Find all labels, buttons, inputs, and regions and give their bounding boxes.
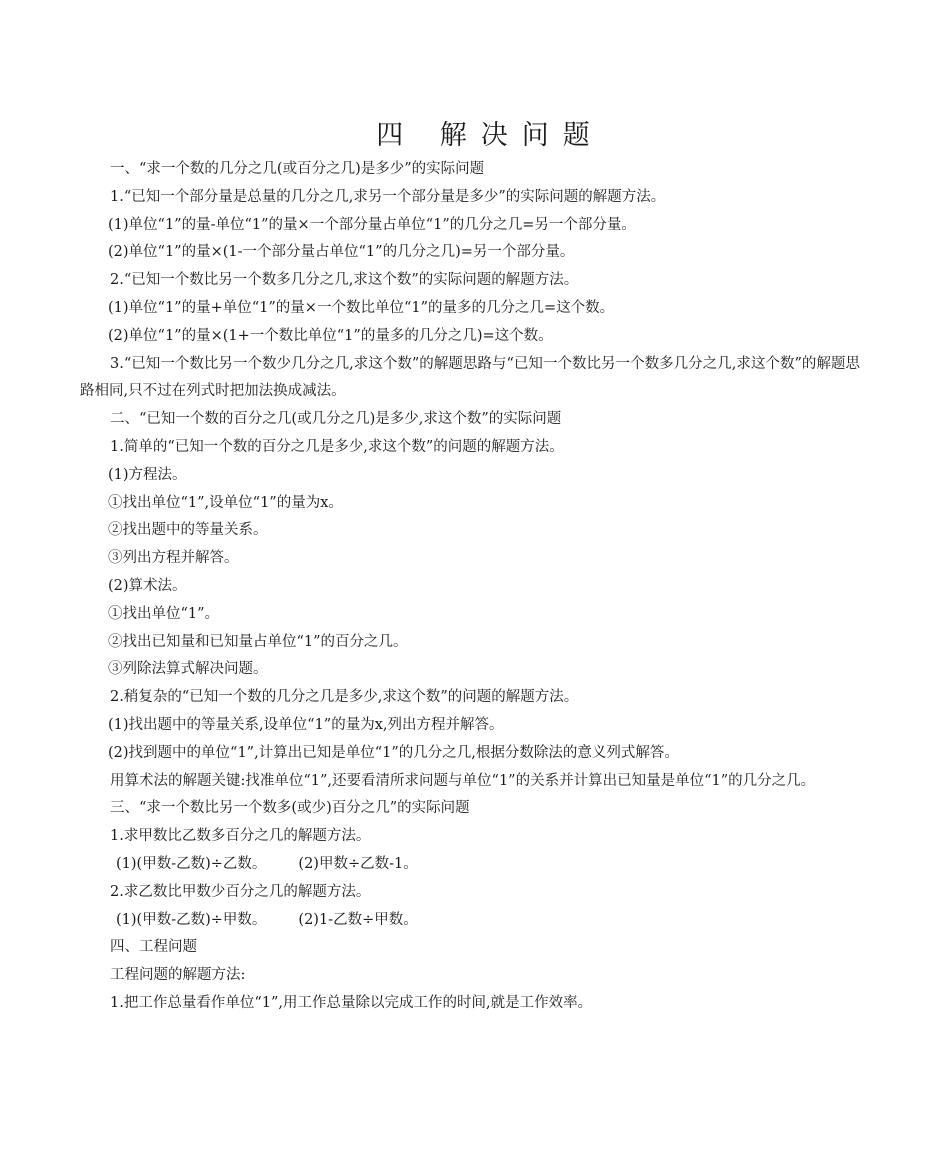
step-line: ②找出题中的等量关系。: [108, 522, 268, 539]
subsection-heading: 1.“已知一个部分量是总量的几分之几,求另一个部分量是多少”的实际问题的解题方法。: [110, 188, 666, 205]
method-line: (2)找到题中的单位“1”,计算出已知是单位“1”的几分之几,根据分数除法的意义列式解答。: [108, 744, 679, 761]
step-line: ①找出单位“1”,设单位“1”的量为x。: [108, 494, 343, 511]
step-line: ③列出方程并解答。: [108, 550, 239, 567]
method-line: (1)单位“1”的量-单位“1”的量×一个部分量占单位“1”的几分之几=另一个部分量。: [108, 216, 636, 233]
formula-pair: [80, 907, 860, 935]
method-line: (1)方程法。: [108, 466, 187, 483]
subsection-heading: 2.求乙数比甲数少百分之几的解题方法。: [110, 883, 371, 900]
subsection-heading: 1.求甲数比乙数多百分之几的解题方法。: [110, 828, 371, 845]
paragraph: 用算术法的解题关键:找准单位“1”,还要看清所求问题与单位“1”的关系并计算出已知量是单位“1”的几分之几。: [110, 772, 816, 789]
method-line: (2)算术法。: [108, 577, 187, 594]
document-body: [80, 156, 860, 1018]
section-heading: 一、“求一个数的几分之几(或百分之几)是多少”的实际问题: [110, 161, 485, 177]
paragraph: 3.“已知一个数比另一个数少几分之几,求这个数”的解题思路与“已知一个数比另一个数多几分之几,求这个数”的解题思路相同,只不过在列式时把加法换成减法。: [80, 355, 860, 400]
method-line: 1.把工作总量看作单位“1”,用工作总量除以完成工作的时间,就是工作效率。: [110, 994, 593, 1011]
section-heading: 四、工程问题: [110, 939, 197, 956]
subsection-heading: 1.简单的“已知一个数的百分之几是多少,求这个数”的问题的解题方法。: [110, 438, 564, 455]
method-line: (1)单位“1”的量+单位“1”的量×一个数比单位“1”的量多的几分之几=这个数。: [108, 299, 615, 316]
formula: (2)1-乙数÷甲数。: [298, 911, 418, 928]
step-line: ①找出单位“1”。: [108, 605, 220, 622]
page-title: 四 解决问题: [376, 120, 604, 151]
subsection-heading: 工程问题的解题方法:: [110, 967, 246, 984]
section-heading: 二、“已知一个数的百分之几(或几分之几)是多少,求这个数”的实际问题: [110, 411, 562, 428]
method-line: (1)找出题中的等量关系,设单位“1”的量为x,列出方程并解答。: [108, 716, 504, 733]
subsection-heading: 2.“已知一个数比另一个数多几分之几,求这个数”的实际问题的解题方法。: [110, 272, 579, 289]
formula: (1)(甲数-乙数)÷甲数。: [116, 911, 267, 928]
method-line: (2)单位“1”的量×(1+一个数比单位“1”的量多的几分之几)=这个数。: [108, 327, 553, 344]
formula-pair: [80, 851, 860, 879]
method-line: (2)单位“1”的量×(1-一个部分量占单位“1”的几分之几)=另一个部分量。: [108, 244, 575, 261]
step-line: ③列除法算式解决问题。: [108, 661, 268, 678]
step-line: ②找出已知量和已知量占单位“1”的百分之几。: [108, 633, 408, 650]
section-heading: 三、“求一个数比另一个数多(或少)百分之几”的实际问题: [110, 800, 470, 817]
formula: (1)(甲数-乙数)÷乙数。: [116, 855, 267, 872]
subsection-heading: 2.稍复杂的“已知一个数的几分之几是多少,求这个数”的问题的解题方法。: [110, 689, 579, 706]
formula: (2)甲数÷乙数-1。: [298, 855, 418, 872]
